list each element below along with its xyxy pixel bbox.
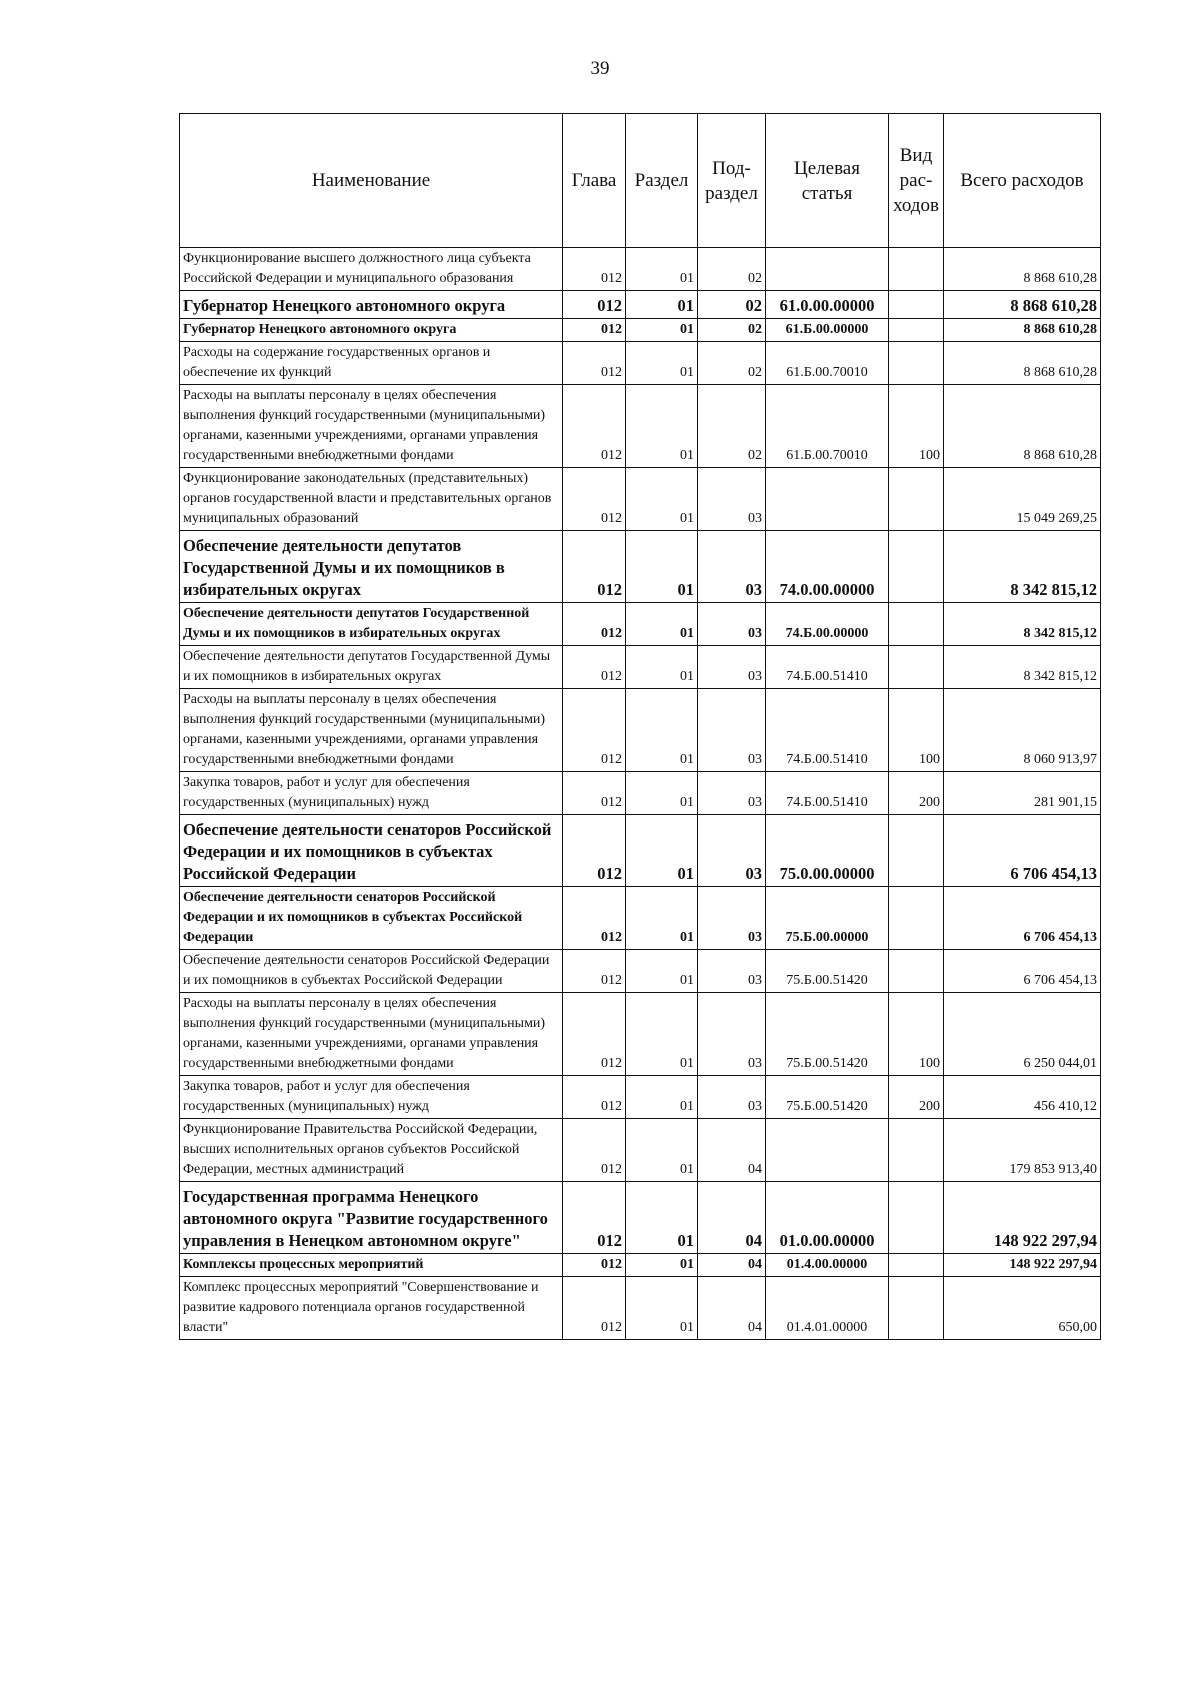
cell-expense-type: [889, 291, 944, 319]
cell-chapter: 012: [563, 1076, 626, 1119]
header-subsection: Под- раздел: [698, 114, 766, 248]
cell-target-article: 61.Б.00.70010: [766, 342, 889, 385]
cell-target-article: 74.Б.00.51410: [766, 772, 889, 815]
table-row: [180, 385, 1101, 468]
cell-subsection: 03: [698, 646, 766, 689]
table-row: [180, 248, 1101, 291]
cell-total: 179 853 913,40: [944, 1119, 1101, 1182]
cell-section: 01: [626, 468, 698, 531]
cell-name: Комплексы процессных мероприятий: [180, 1254, 563, 1277]
cell-chapter: 012: [563, 468, 626, 531]
cell-total: 650,00: [944, 1277, 1101, 1340]
cell-target-article: 01.0.00.00000: [766, 1182, 889, 1254]
cell-section: 01: [626, 1076, 698, 1119]
cell-subsection: 03: [698, 603, 766, 646]
cell-target-article: 75.Б.00.00000: [766, 887, 889, 950]
cell-section: 01: [626, 291, 698, 319]
cell-expense-type: [889, 887, 944, 950]
table-row: [180, 950, 1101, 993]
table-row: [180, 1277, 1101, 1340]
cell-target-article: 61.Б.00.70010: [766, 385, 889, 468]
header-expense-type: Вид рас- ходов: [889, 114, 944, 248]
cell-chapter: 012: [563, 1254, 626, 1277]
cell-target-article: 75.0.00.00000: [766, 815, 889, 887]
cell-chapter: 012: [563, 1182, 626, 1254]
cell-name: Обеспечение деятельности сенаторов Российской Федерации и их помощников в субъектах Российской Федерации: [180, 887, 563, 950]
cell-target-article: 01.4.01.00000: [766, 1277, 889, 1340]
cell-name: Расходы на выплаты персоналу в целях обеспечения выполнения функций государственными (муниципальными) органами, казенными учреждениями, органами управления государственными внебюджетными фондами: [180, 689, 563, 772]
cell-subsection: 03: [698, 950, 766, 993]
cell-chapter: 012: [563, 1119, 626, 1182]
cell-subsection: 03: [698, 772, 766, 815]
cell-section: 01: [626, 342, 698, 385]
cell-expense-type: [889, 248, 944, 291]
cell-subsection: 04: [698, 1119, 766, 1182]
cell-name: Функционирование высшего должностного лица субъекта Российской Федерации и муниципального образования: [180, 248, 563, 291]
table-row: [180, 993, 1101, 1076]
cell-target-article: 61.Б.00.00000: [766, 319, 889, 342]
cell-chapter: 012: [563, 342, 626, 385]
cell-subsection: 02: [698, 319, 766, 342]
cell-section: 01: [626, 689, 698, 772]
cell-target-article: 75.Б.00.51420: [766, 993, 889, 1076]
cell-name: Закупка товаров, работ и услуг для обеспечения государственных (муниципальных) нужд: [180, 772, 563, 815]
cell-subsection: 04: [698, 1182, 766, 1254]
cell-name: Обеспечение деятельности сенаторов Российской Федерации и их помощников в субъектах Российской Федерации: [180, 950, 563, 993]
cell-section: 01: [626, 603, 698, 646]
cell-expense-type: [889, 815, 944, 887]
cell-expense-type: 200: [889, 772, 944, 815]
cell-total: 8 868 610,28: [944, 248, 1101, 291]
cell-section: 01: [626, 1182, 698, 1254]
cell-expense-type: [889, 468, 944, 531]
cell-total: 6 706 454,13: [944, 815, 1101, 887]
cell-subsection: 03: [698, 468, 766, 531]
cell-section: 01: [626, 319, 698, 342]
cell-target-article: 74.Б.00.51410: [766, 689, 889, 772]
cell-chapter: 012: [563, 291, 626, 319]
cell-chapter: 012: [563, 887, 626, 950]
cell-expense-type: [889, 1119, 944, 1182]
cell-name: Обеспечение деятельности депутатов Государственной Думы и их помощников в избирательных округах: [180, 603, 563, 646]
cell-target-article: 75.Б.00.51420: [766, 950, 889, 993]
cell-target-article: 74.Б.00.51410: [766, 646, 889, 689]
cell-subsection: 02: [698, 385, 766, 468]
cell-target-article: [766, 248, 889, 291]
cell-section: 01: [626, 887, 698, 950]
cell-chapter: 012: [563, 248, 626, 291]
cell-expense-type: 100: [889, 993, 944, 1076]
cell-chapter: 012: [563, 531, 626, 603]
cell-subsection: 04: [698, 1254, 766, 1277]
cell-target-article: 74.0.00.00000: [766, 531, 889, 603]
cell-subsection: 02: [698, 291, 766, 319]
cell-subsection: 03: [698, 815, 766, 887]
cell-subsection: 04: [698, 1277, 766, 1340]
table-row: [180, 531, 1101, 603]
cell-expense-type: [889, 1182, 944, 1254]
cell-total: 8 868 610,28: [944, 342, 1101, 385]
header-name: Наименование: [180, 114, 563, 248]
cell-name: Государственная программа Ненецкого автономного округа "Развитие государственного управления в Ненецком автономном округе": [180, 1182, 563, 1254]
cell-section: 01: [626, 950, 698, 993]
header-row: [180, 114, 1101, 248]
cell-target-article: 74.Б.00.00000: [766, 603, 889, 646]
cell-total: 456 410,12: [944, 1076, 1101, 1119]
cell-expense-type: [889, 319, 944, 342]
table-row: [180, 1076, 1101, 1119]
table-row: [180, 291, 1101, 319]
cell-total: 6 706 454,13: [944, 950, 1101, 993]
cell-subsection: 03: [698, 993, 766, 1076]
cell-target-article: [766, 1119, 889, 1182]
cell-name: Обеспечение деятельности депутатов Государственной Думы и их помощников в избирательных округах: [180, 646, 563, 689]
cell-name: Комплекс процессных мероприятий "Совершенствование и развитие кадрового потенциала органов государственной власти": [180, 1277, 563, 1340]
table-row: [180, 319, 1101, 342]
cell-target-article: 01.4.00.00000: [766, 1254, 889, 1277]
table-row: [180, 1119, 1101, 1182]
cell-total: 8 342 815,12: [944, 646, 1101, 689]
cell-expense-type: [889, 1277, 944, 1340]
budget-rows: [180, 248, 1101, 1340]
cell-chapter: 012: [563, 993, 626, 1076]
cell-chapter: 012: [563, 772, 626, 815]
cell-subsection: 03: [698, 887, 766, 950]
table-row: [180, 468, 1101, 531]
cell-section: 01: [626, 1277, 698, 1340]
cell-section: 01: [626, 248, 698, 291]
cell-expense-type: [889, 531, 944, 603]
cell-expense-type: 100: [889, 689, 944, 772]
cell-total: 281 901,15: [944, 772, 1101, 815]
cell-expense-type: [889, 342, 944, 385]
cell-subsection: 03: [698, 1076, 766, 1119]
table-row: [180, 689, 1101, 772]
cell-section: 01: [626, 993, 698, 1076]
cell-section: 01: [626, 531, 698, 603]
page-number: 39: [590, 58, 610, 79]
cell-name: Функционирование законодательных (представительных) органов государственной власти и представительных органов муниципальных образований: [180, 468, 563, 531]
table-row: [180, 646, 1101, 689]
cell-total: 8 868 610,28: [944, 319, 1101, 342]
cell-expense-type: [889, 646, 944, 689]
cell-section: 01: [626, 385, 698, 468]
cell-expense-type: [889, 1254, 944, 1277]
cell-subsection: 03: [698, 531, 766, 603]
cell-expense-type: 100: [889, 385, 944, 468]
cell-section: 01: [626, 1254, 698, 1277]
cell-name: Расходы на выплаты персоналу в целях обеспечения выполнения функций государственными (муниципальными) органами, казенными учреждениями, органами управления государственными внебюджетными фондами: [180, 385, 563, 468]
header-section: Раздел: [626, 114, 698, 248]
cell-subsection: 02: [698, 342, 766, 385]
table-row: [180, 772, 1101, 815]
cell-total: 6 250 044,01: [944, 993, 1101, 1076]
cell-total: 6 706 454,13: [944, 887, 1101, 950]
cell-expense-type: [889, 950, 944, 993]
cell-name: Обеспечение деятельности сенаторов Российской Федерации и их помощников в субъектах Российской Федерации: [180, 815, 563, 887]
cell-chapter: 012: [563, 646, 626, 689]
cell-chapter: 012: [563, 950, 626, 993]
header-chapter: Глава: [563, 114, 626, 248]
cell-target-article: 75.Б.00.51420: [766, 1076, 889, 1119]
cell-name: Обеспечение деятельности депутатов Государственной Думы и их помощников в избирательных округах: [180, 531, 563, 603]
cell-chapter: 012: [563, 815, 626, 887]
cell-total: 15 049 269,25: [944, 468, 1101, 531]
cell-chapter: 012: [563, 319, 626, 342]
table-row: [180, 887, 1101, 950]
cell-section: 01: [626, 646, 698, 689]
cell-total: 8 342 815,12: [944, 531, 1101, 603]
cell-total: 8 868 610,28: [944, 291, 1101, 319]
cell-target-article: [766, 468, 889, 531]
cell-section: 01: [626, 815, 698, 887]
cell-total: 8 060 913,97: [944, 689, 1101, 772]
cell-total: 148 922 297,94: [944, 1182, 1101, 1254]
header-total: Всего расходов: [944, 114, 1101, 248]
table-row: [180, 1182, 1101, 1254]
table-row: [180, 815, 1101, 887]
cell-chapter: 012: [563, 1277, 626, 1340]
cell-total: 148 922 297,94: [944, 1254, 1101, 1277]
cell-subsection: 02: [698, 248, 766, 291]
cell-chapter: 012: [563, 689, 626, 772]
cell-expense-type: 200: [889, 1076, 944, 1119]
cell-target-article: 61.0.00.00000: [766, 291, 889, 319]
table-row: [180, 1254, 1101, 1277]
cell-total: 8 342 815,12: [944, 603, 1101, 646]
cell-chapter: 012: [563, 603, 626, 646]
cell-name: Губернатор Ненецкого автономного округа: [180, 291, 563, 319]
cell-section: 01: [626, 772, 698, 815]
header-target-article: Целевая статья: [766, 114, 889, 248]
cell-subsection: 03: [698, 689, 766, 772]
cell-name: Функционирование Правительства Российской Федерации, высших исполнительных органов субъектов Российской Федерации, местных администраций: [180, 1119, 563, 1182]
cell-expense-type: [889, 603, 944, 646]
table-row: [180, 603, 1101, 646]
cell-name: Губернатор Ненецкого автономного округа: [180, 319, 563, 342]
cell-name: Расходы на выплаты персоналу в целях обеспечения выполнения функций государственными (муниципальными) органами, казенными учреждениями, органами управления государственными внебюджетными фондами: [180, 993, 563, 1076]
budget-table: [179, 113, 1101, 1340]
table-row: [180, 342, 1101, 385]
cell-chapter: 012: [563, 385, 626, 468]
cell-name: Закупка товаров, работ и услуг для обеспечения государственных (муниципальных) нужд: [180, 1076, 563, 1119]
cell-section: 01: [626, 1119, 698, 1182]
cell-name: Расходы на содержание государственных органов и обеспечение их функций: [180, 342, 563, 385]
cell-total: 8 868 610,28: [944, 385, 1101, 468]
